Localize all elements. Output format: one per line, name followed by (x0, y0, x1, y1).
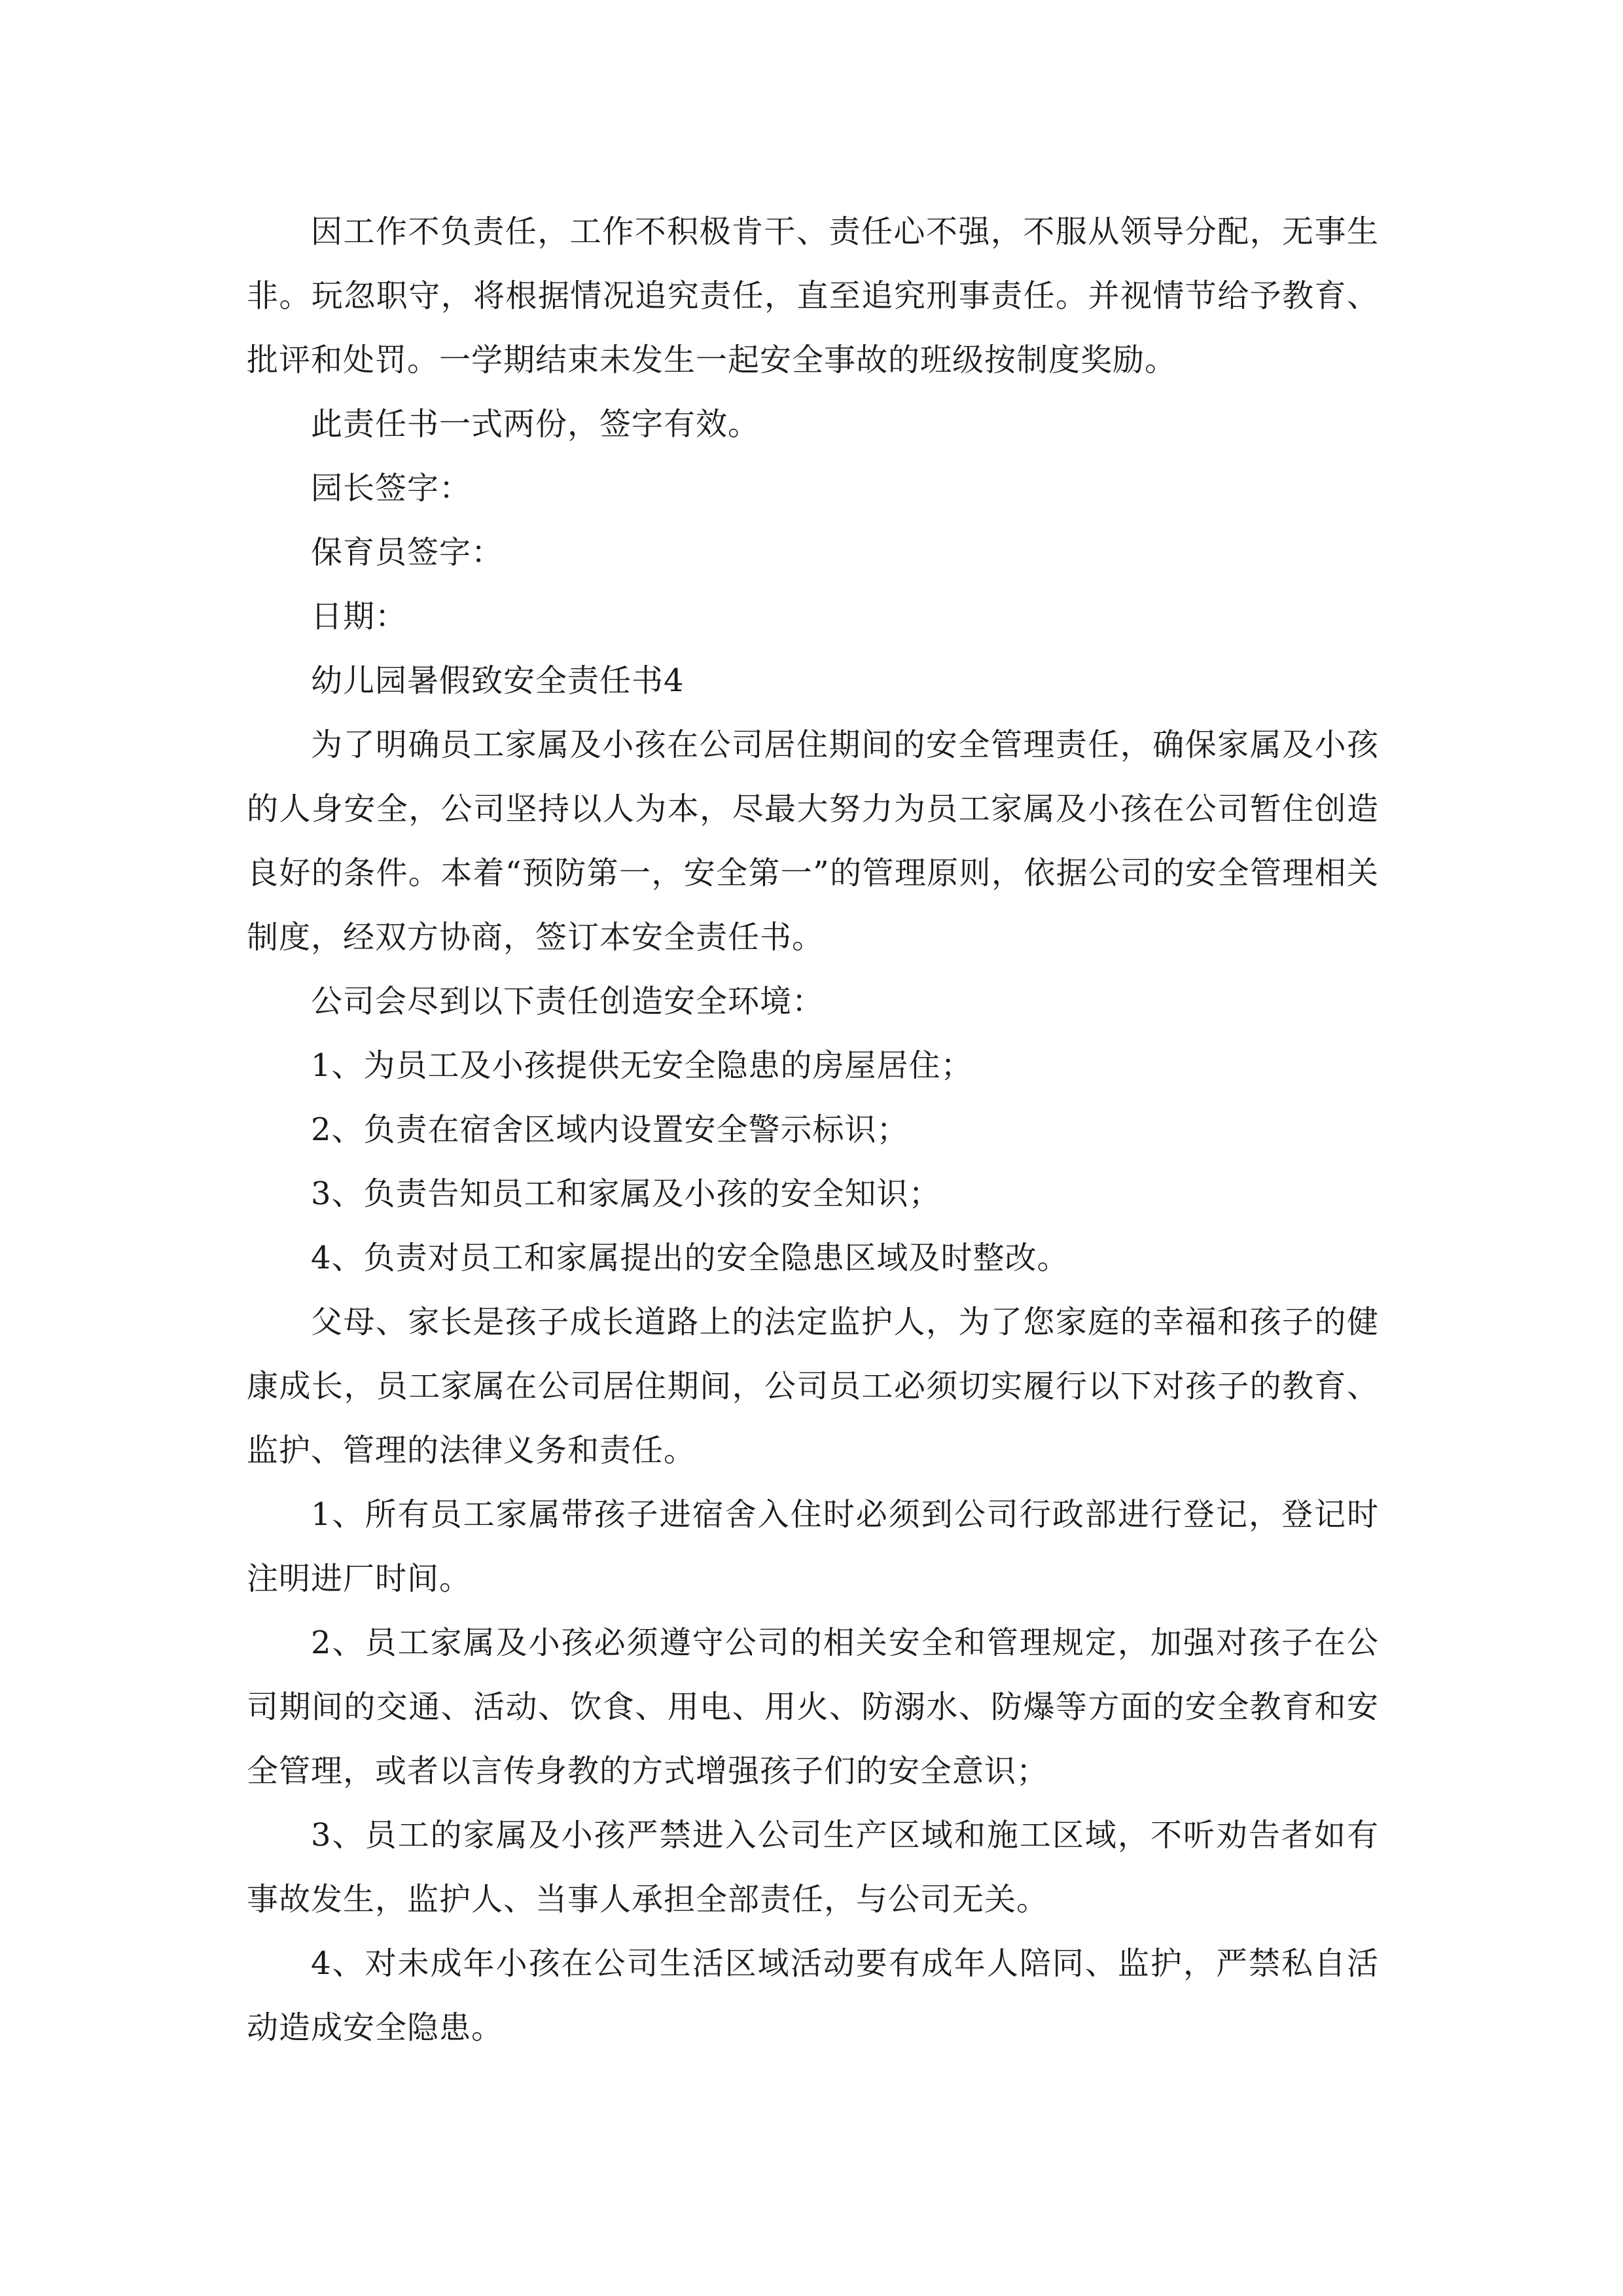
section-title: 幼儿园暑假致安全责任书4 (311, 662, 685, 699)
employee-duty-item: 1、所有员工家属带孩子进宿舍入住时必须到公司行政部进行登记，登记时注明进厂时间。 (247, 1496, 1379, 1597)
company-duty-item: 1、为员工及小孩提供无安全隐患的房屋居住； (311, 1047, 973, 1084)
employee-duty-item: 4、对未成年小孩在公司生活区域活动要有成年人陪同、监护，严禁私自活动造成安全隐患。 (247, 1945, 1379, 2046)
employee-duty-item: 3、员工的家属及小孩严禁进入公司生产区域和施工区域，不听劝告者如有事故发生，监护人、当事人承担全部责任，与公司无关。 (247, 1817, 1379, 1918)
principal-signature-label: 园长签字： (311, 470, 472, 507)
company-duty-item: 3、负责告知员工和家属及小孩的安全知识； (311, 1175, 941, 1212)
caregiver-signature-label: 保育员签字： (311, 534, 504, 571)
employee-duty-item: 2、员工家属及小孩必须遵守公司的相关安全和管理规定，加强对孩子在公司期间的交通、活动、饮食、用电、用火、防溺水、防爆等方面的安全教育和安全管理，或者以言传身教的方式增强孩子们的安全意识； (247, 1624, 1379, 1789)
paragraph-copies: 此责任书一式两份，签字有效。 (311, 406, 760, 442)
paragraph-purpose: 为了明确员工家属及小孩在公司居住期间的安全管理责任，确保家属及小孩的人身安全，公司坚持以人为本，尽最大努力为员工家属及小孩在公司暂住创造良好的条件。本着“预防第一，安全第一”的管理原则，依据公司的安全管理相关制度，经双方协商，签订本安全责任书。 (247, 726, 1379, 956)
date-label: 日期： (311, 598, 408, 635)
paragraph-company-duties-intro: 公司会尽到以下责任创造安全环境： (311, 983, 825, 1020)
paragraph-responsibility: 因工作不负责任，工作不积极肯干、责任心不强，不服从领导分配，无事生非。玩忽职守，将根据情况追究责任，直至追究刑事责任。并视情节给予教育、批评和处罚。一学期结束未发生一起安全事故的班级按制度奖励。 (247, 213, 1379, 378)
company-duty-item: 4、负责对员工和家属提出的安全隐患区域及时整改。 (311, 1240, 1069, 1276)
company-duty-item: 2、负责在宿舍区域内设置安全警示标识； (311, 1111, 909, 1148)
paragraph-guardian: 父母、家长是孩子成长道路上的法定监护人，为了您家庭的幸福和孩子的健康成长，员工家属在公司居住期间，公司员工必须切实履行以下对孩子的教育、监护、管理的法律义务和责任。 (247, 1304, 1379, 1469)
document-page (247, 200, 1379, 2060)
